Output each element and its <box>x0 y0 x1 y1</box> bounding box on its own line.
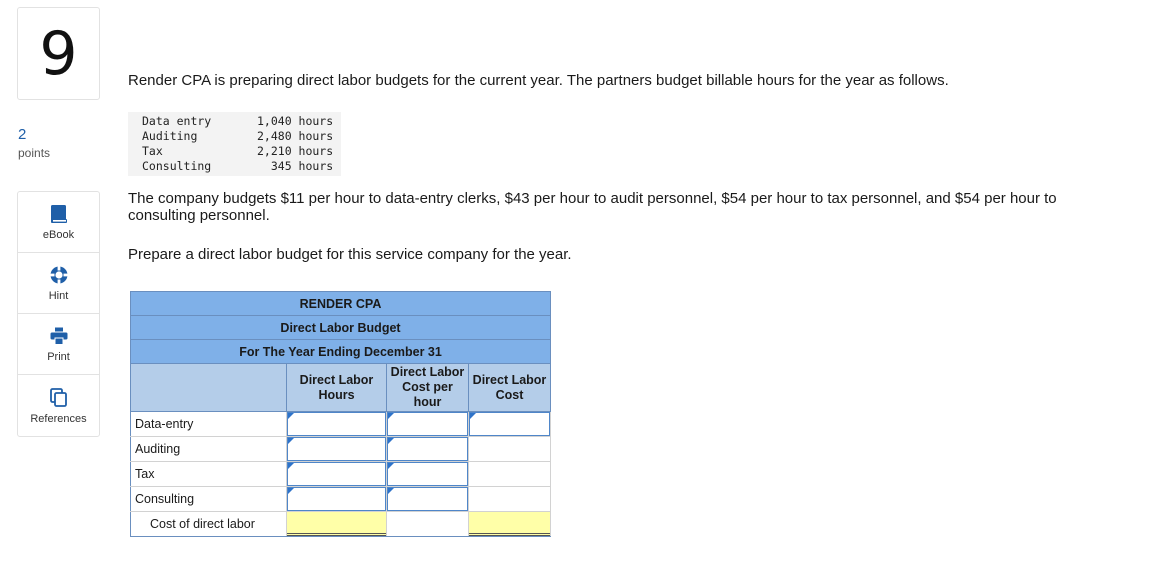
budget-period: For The Year Ending December 31 <box>131 340 551 364</box>
hours-dept: Consulting <box>142 159 212 173</box>
references-label: References <box>30 412 87 425</box>
data-entry-hours-input[interactable] <box>287 412 386 436</box>
print-label: Print <box>47 351 70 363</box>
instruction-text: Prepare a direct labor budget for this service company for the year. <box>128 246 572 263</box>
hours-row <box>142 144 333 159</box>
question-number-box <box>17 7 100 100</box>
row-label-data-entry: Data-entry <box>131 412 287 437</box>
hours-row <box>142 114 333 129</box>
data-entry-cost-input[interactable] <box>469 412 550 436</box>
points-label: points <box>18 146 51 160</box>
table-row-total <box>131 512 551 537</box>
table-row <box>131 412 551 437</box>
problem-intro: Render CPA is preparing direct labor budgets for the current year. The partners budget billable hours for the year as follows. <box>128 72 949 89</box>
row-label-total: Cost of direct labor <box>131 512 287 537</box>
col-header-cost: Direct Labor Cost <box>469 364 551 412</box>
consulting-cost-cell <box>469 487 551 512</box>
hint-label: Hint <box>48 290 69 302</box>
lifebuoy-icon <box>49 264 69 286</box>
tax-cost-cell <box>469 462 551 487</box>
row-label-tax: Tax <box>131 462 287 487</box>
copy-icon <box>50 387 68 409</box>
points-value: 2 <box>18 126 27 143</box>
table-row <box>131 487 551 512</box>
hours-dept: Auditing <box>142 129 198 143</box>
table-row <box>131 462 551 487</box>
hours-value: 2,210 hours <box>257 144 334 158</box>
hours-value: 2,480 hours <box>257 129 334 143</box>
tax-hours-input[interactable] <box>287 462 386 486</box>
hint-button[interactable] <box>18 253 99 314</box>
col-header-hours: Direct Labor Hours <box>287 364 387 412</box>
row-label-header <box>131 364 287 412</box>
print-button[interactable] <box>18 314 99 375</box>
ebook-label: eBook <box>42 229 75 241</box>
row-label-auditing: Auditing <box>131 437 287 462</box>
hours-row <box>142 159 333 174</box>
references-button[interactable] <box>18 375 99 436</box>
hours-value: 345 hours <box>270 159 334 173</box>
hours-dept: Data entry <box>142 114 212 128</box>
auditing-cost-cell <box>469 437 551 462</box>
rates-paragraph: The company budgets $11 per hour to data-entry clerks, $43 per hour to audit personnel, $54 per hour to tax personnel, and $54 per hour to consulting personnel. <box>128 190 1057 224</box>
consulting-hours-input[interactable] <box>287 487 386 511</box>
total-rate-cell <box>387 512 469 537</box>
tax-rate-input[interactable] <box>387 462 468 486</box>
question-number: 9 <box>39 18 78 89</box>
auditing-hours-input[interactable] <box>287 437 386 461</box>
direct-labor-budget-table <box>130 291 551 537</box>
hours-value: 1,040 hours <box>257 114 334 128</box>
budget-title: Direct Labor Budget <box>131 316 551 340</box>
budget-company: RENDER CPA <box>131 292 551 316</box>
table-row <box>131 437 551 462</box>
row-label-consulting: Consulting <box>131 487 287 512</box>
printer-icon <box>50 325 68 347</box>
data-entry-rate-input[interactable] <box>387 412 468 436</box>
hours-row <box>142 129 333 144</box>
billable-hours-table <box>128 112 341 176</box>
total-cost-cell[interactable] <box>469 512 550 536</box>
total-hours-cell[interactable] <box>287 512 386 536</box>
book-icon <box>50 203 68 225</box>
auditing-rate-input[interactable] <box>387 437 468 461</box>
tools-panel <box>17 191 100 437</box>
consulting-rate-input[interactable] <box>387 487 468 511</box>
hours-dept: Tax <box>142 144 163 158</box>
ebook-button[interactable] <box>18 192 99 253</box>
col-header-rate: Direct Labor Cost per hour <box>387 364 469 412</box>
